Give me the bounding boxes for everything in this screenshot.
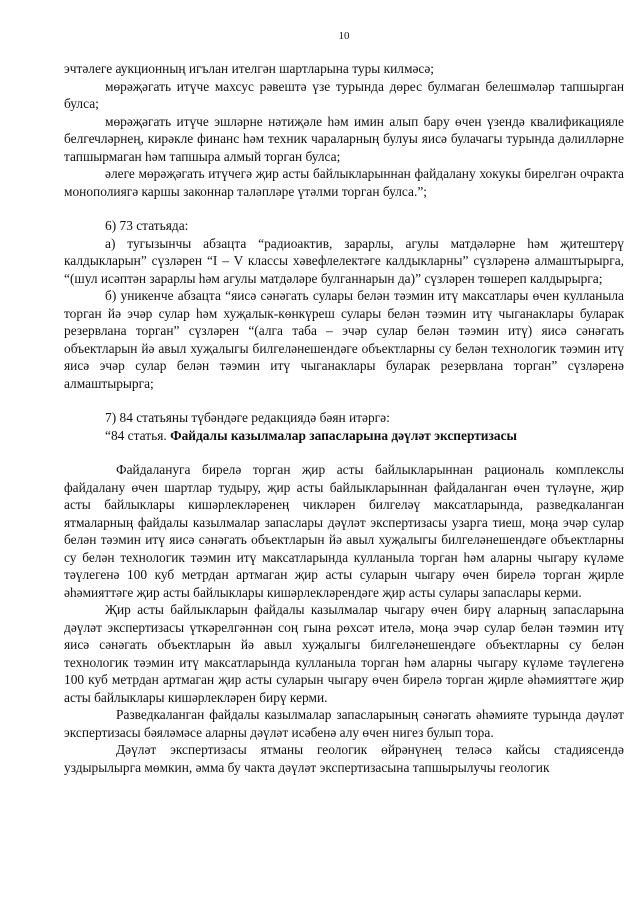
article-84-title: Файдалы казылмалар запасларына дәүләт экспертизасы <box>170 427 518 443</box>
paragraph-qualified-specialists: мөрәҗәгать итүче эшләрне нәтиҗәле һәм имин алып бару өчен үзендә квалификацияле белгечләрнең, кирәкле финанс һәм техник чараларның булуы яисә булачагы турында дәлилләрне тапшырмаган һәм тапшыра алмый торган булса; <box>64 113 624 164</box>
article-84-number: “84 статья. <box>105 427 171 443</box>
paragraph-article-73-heading: 6) 73 статьяда: <box>105 218 189 233</box>
paragraph-rational-use: Файдалануга бирелә торган җир асты байлыкларыннан рациональ комплекслы файдалану өчен шартлар тудыру, җир асты байлыкларыннан файдаланган өчен түләүне, җир асты байлыклары кишәрлекләренең чикләрен билгеләү максатларында, разведкаланган ятмаларның файдалы казылмалар запаслары дәүләт экспертизасы узарга тиеш, моңа эчәр сулар белән тәэмин итү яисә сәнәгать объектларын йә авыл хуҗалыгы билгеләнешендәге объектларны су белән технологик тәэмин итү максатларында кулланыла торган һәм аларны чыгару күләме тәүлегенә 100 куб метрдан артмаган җир асты суларын чыгару өчен бирелә торган җирле әһәмияттәге җир асты байлыклары кишәрлекләрендәге җир асты сулары запаслары керми. <box>64 462 624 600</box>
spacer <box>64 444 624 461</box>
article-84-heading <box>64 427 624 445</box>
spacer <box>64 200 624 217</box>
paragraph-article-73-item-b: б) уникенче абзацта “яисә сәнәгать сулары белән тәэмин итү максатлары өчен кулланыла торган йә эчәр сулар һәм хуҗалык-көнкүреш сулары белән тәэмин итү чыганаклары буларак резервлана торган” сүзләрен “(алга таба – эчәр сулар белән тәэмин итү) яисә сәнәгать объектларын йә авыл хуҗалыгы билгеләнешендәге объектларны су белән технологик тәэмин итү яисә эчәр сулар белән тәэмин итү чыганаклары буларак резервлана торган” сүзләренә алмаштырырга; <box>64 288 624 391</box>
document-page <box>64 30 624 776</box>
spacer <box>64 392 624 409</box>
paragraph-false-information: мөрәҗәгать итүче махсус рәвештә үзе турында дөрес булмаган белешмәләр тапшырган булса; <box>64 78 624 111</box>
page-number: 10 <box>338 30 350 42</box>
paragraph-antimonopoly: әлеге мөрәҗәгать итүчегә җир асты байлыкларыннан файдалану хокукы бирелгән очракта монополиягә каршы законнар таләпләре үтәлми торган булса.”; <box>64 166 624 199</box>
paragraph-subsoil-provision: Җир асты байлыкларын файдалы казылмалар чыгару өчен бирү аларның запасларына дәүләт экспертизасы үткәрелгәннән соң гына рөхсәт ителә, моңа эчәр сулар белән тәэмин итү яисә сәнәгать объектларын йә авыл хуҗалыгы билгеләнешендәге объектларны су белән технологик тәэмин итү максатларында кулланыла торган һәм аларны чыгару күләме тәүлегенә 100 куб метрдан артмаган җир асты суларын чыгару өчен бирелә торган җирле әһәмияттәге җир асты байлыклары кишәрлекләрен бирү керми. <box>64 602 624 705</box>
paragraph-expertise-stage: Дәүләт экспертизасы ятманы геологик өйрәнүнең теләсә кайсы стадиясендә уздырылырга мөмкин, әмма бу чакта дәүләт экспертизасына тапшырылучы геологик <box>64 742 624 775</box>
paragraph-article-73-item-a: а) тугызынчы абзацта “радиоактив, зарарлы, агулы матдәләрне һәм җитештерү калдыкларын” сүзләрен “I – V классы хәвефлелектәге калдыкларны” сүзләренә алмаштырырга, “(шул исәптән зарарлы һәм агулы матдәләре булганнарын да)” сүзләрен төшереп калдырырга; <box>64 235 624 286</box>
paragraph-expertise-conclusion: Разведкаланган файдалы казылмалар запасларының сәнәгать әһәмияте турында дәүләт экспертизасы бәяләмәсе аларны дәүләт исәбенә алу өчен нигез булып тора. <box>64 707 624 740</box>
paragraph-article-84-intro: 7) 84 статьяны түбәндәге редакциядә бәян итәргә: <box>105 410 390 425</box>
paragraph-auction-conditions: эчтәлеге аукционның игълан ителгән шартларына туры килмәсә; <box>64 61 435 76</box>
